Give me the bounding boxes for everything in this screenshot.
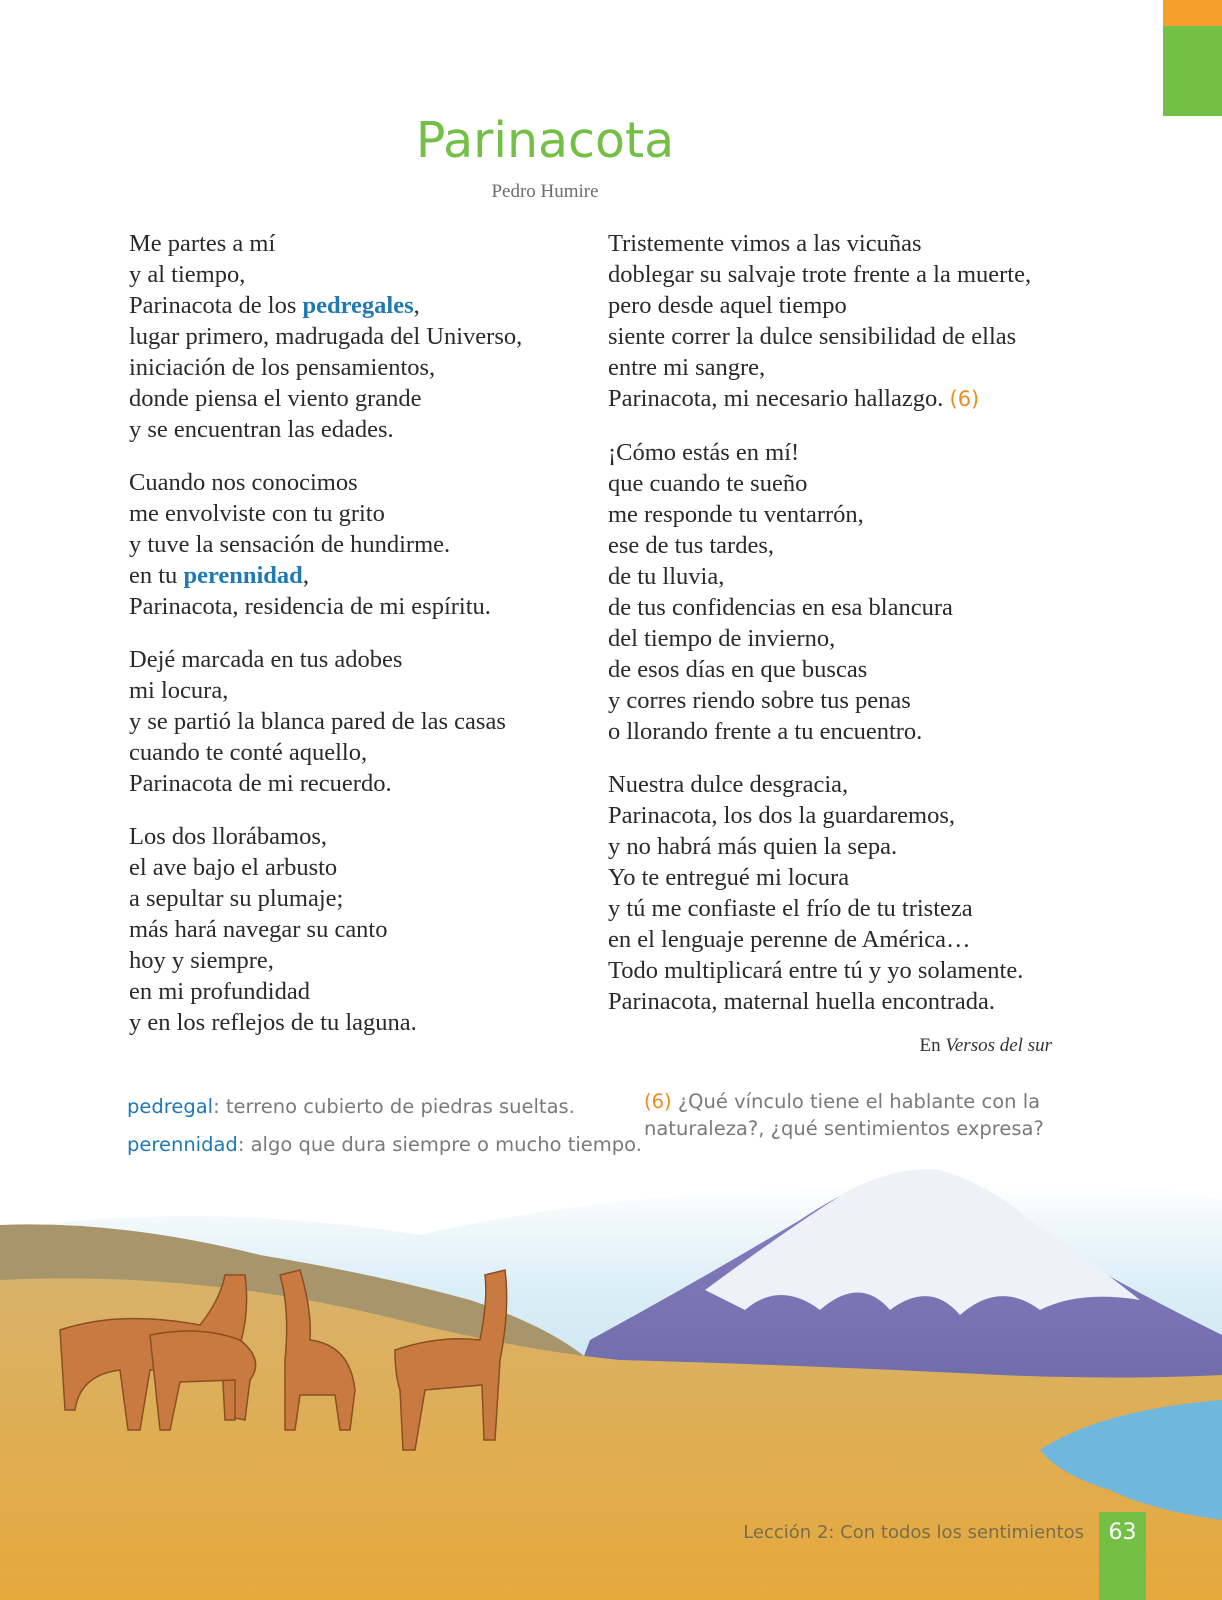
- poem-line: doblegar su salvaje trote frente a la muerte,: [608, 261, 1032, 288]
- poem-line: Los dos llorábamos,: [129, 823, 328, 850]
- question-text: ¿Qué vínculo tiene el hablante con la naturaleza?, ¿qué sentimientos expresa?: [644, 1090, 1044, 1140]
- glossary-definition: : algo que dura siempre o mucho tiempo.: [237, 1133, 642, 1156]
- poem-line: en mi profundidad: [129, 978, 310, 1005]
- poem-line: y al tiempo,: [129, 261, 246, 288]
- right-stanza-2: [608, 437, 1088, 747]
- poem-line: y se encuentran las edades.: [129, 416, 394, 443]
- page-number: 63: [1099, 1512, 1146, 1600]
- poem-line: de esos días en que buscas: [608, 656, 868, 683]
- reading-question: [644, 1088, 1044, 1142]
- poem-line: en tu perennidad,: [129, 562, 309, 589]
- corner-tab-orange: [1163, 0, 1222, 26]
- poem-line: Todo multiplicará entre tú y yo solamente.: [608, 957, 1024, 984]
- poem-line: ¡Cómo estás en mí!: [608, 439, 800, 466]
- poem-line: y tuve la sensación de hundirme.: [129, 531, 451, 558]
- poem-left-column: [129, 228, 599, 1060]
- poem-line: me envolviste con tu grito: [129, 500, 385, 527]
- poem-line: mi locura,: [129, 677, 229, 704]
- poem-line: o llorando frente a tu encuentro.: [608, 718, 923, 745]
- poem-author: Pedro Humire: [491, 181, 599, 202]
- poem-line: siente correr la dulce sensibilidad de ellas: [608, 323, 1017, 350]
- left-stanza-2: [129, 467, 599, 622]
- source-prefix: En: [919, 1035, 941, 1056]
- poem-line: donde piensa el viento grande: [129, 385, 422, 412]
- poem-right-column: [608, 228, 1088, 1039]
- glossary-item-pedregal: [127, 1088, 642, 1126]
- poem-line: Me partes a mí: [129, 230, 276, 257]
- poem-line: y no habrá más quien la sepa.: [608, 833, 898, 860]
- lesson-footer: Lección 2: Con todos los sentimientos: [743, 1522, 1084, 1543]
- poem-line: Yo te entregué mi locura: [608, 864, 850, 891]
- question-number: (6): [644, 1090, 672, 1113]
- glossary: [127, 1088, 642, 1164]
- poem-line: a sepultar su plumaje;: [129, 885, 344, 912]
- poem-line: el ave bajo el arbusto: [129, 854, 338, 881]
- poem-line: y se partió la blanca pared de las casas: [129, 708, 506, 735]
- poem-line: Parinacota, mi necesario hallazgo. (6): [608, 385, 980, 412]
- poem-line: me responde tu ventarrón,: [608, 501, 864, 528]
- left-stanza-1: [129, 228, 599, 445]
- poem-line: Tristemente vimos a las vicuñas: [608, 230, 922, 257]
- poem-line: iniciación de los pensamientos,: [129, 354, 436, 381]
- glossary-keyword: pedregales: [302, 292, 414, 319]
- poem-line: Parinacota, residencia de mi espíritu.: [129, 593, 491, 620]
- right-stanza-3: [608, 769, 1088, 1017]
- poem-line: hoy y siempre,: [129, 947, 274, 974]
- poem-line: Cuando nos conocimos: [129, 469, 358, 496]
- poem-line: y en los reflejos de tu laguna.: [129, 1009, 417, 1036]
- poem-line: Dejé marcada en tus adobes: [129, 646, 403, 673]
- poem-line: que cuando te sueño: [608, 470, 808, 497]
- poem-line: más hará navegar su canto: [129, 916, 388, 943]
- poem-title: Parinacota: [415, 112, 675, 169]
- poem-line: ese de tus tardes,: [608, 532, 774, 559]
- poem-line: de tus confidencias en esa blancura: [608, 594, 953, 621]
- poem-line: de tu lluvia,: [608, 563, 725, 590]
- poem-line: Parinacota de mi recuerdo.: [129, 770, 392, 797]
- poem-line: lugar primero, madrugada del Universo,: [129, 323, 523, 350]
- glossary-term: perennidad: [127, 1133, 238, 1156]
- poem-line: Parinacota, los dos la guardaremos,: [608, 802, 955, 829]
- poem-line: en el lenguaje perenne de América…: [608, 926, 971, 953]
- glossary-keyword: perennidad: [183, 562, 303, 589]
- poem-line: del tiempo de invierno,: [608, 625, 836, 652]
- poem-line: entre mi sangre,: [608, 354, 766, 381]
- glossary-term: pedregal: [127, 1095, 214, 1118]
- poem-line: Parinacota de los pedregales,: [129, 292, 420, 319]
- glossary-definition: : terreno cubierto de piedras sueltas.: [213, 1095, 575, 1118]
- right-stanza-1: [608, 228, 1088, 415]
- poem-line: y tú me confiaste el frío de tu tristeza: [608, 895, 973, 922]
- source-book: Versos del sur: [945, 1035, 1052, 1056]
- left-stanza-3: [129, 644, 599, 799]
- question-marker: (6): [949, 387, 980, 411]
- poem-source: [920, 1035, 1052, 1057]
- poem-line: cuando te conté aquello,: [129, 739, 368, 766]
- corner-tab-green: [1163, 26, 1222, 116]
- poem-line: pero desde aquel tiempo: [608, 292, 847, 319]
- left-stanza-4: [129, 821, 599, 1038]
- poem-line: y corres riendo sobre tus penas: [608, 687, 911, 714]
- poem-line: Nuestra dulce desgracia,: [608, 771, 849, 798]
- poem-line: Parinacota, maternal huella encontrada.: [608, 988, 996, 1015]
- glossary-item-perennidad: [127, 1126, 642, 1164]
